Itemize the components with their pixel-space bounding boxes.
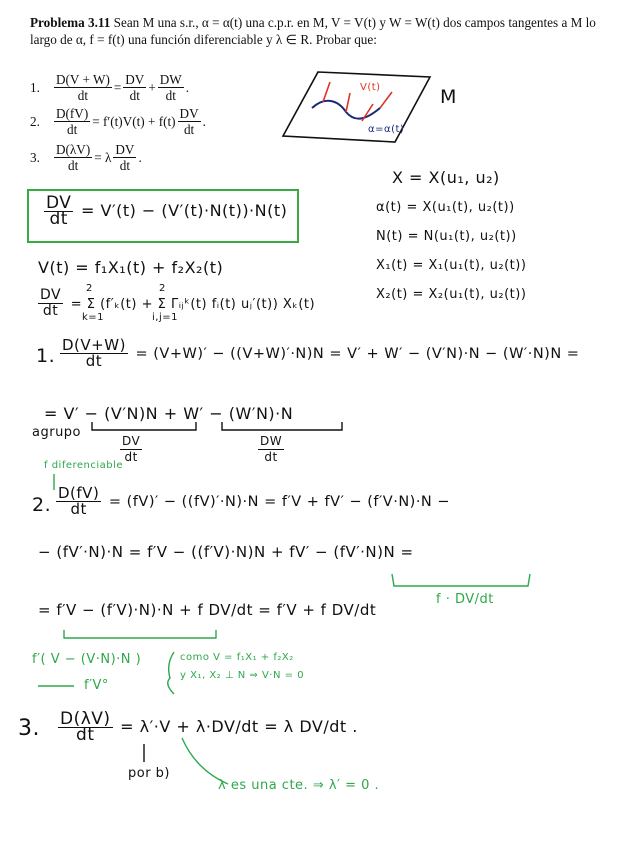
- fraction: $\frac{DV}{dt}$: [115, 142, 135, 173]
- proof-1-line-2: = V′ − (V′N)N + W′ − (W′N)·N: [44, 404, 294, 423]
- problem-text: Sean M una s.r., α = α(t) una c.p.r. en M, V = V(t) y W = W(t) dos campos tangentes a M lo largo de α, f = f(t) una función diferenciable y λ ∈ R. Probar que:: [30, 15, 596, 47]
- boxed-formula: $\frac{DV}{dt}$ = V′(t) − (V′(t)·N(t))·N(t): [46, 193, 288, 229]
- item-number: 2.: [30, 114, 40, 129]
- fraction: $\frac{DV}{dt}$: [125, 72, 145, 103]
- green-note-f-dv-dt: f · DV/dt: [436, 592, 494, 607]
- brace-dv-dt: $\frac{DV}{dt}$: [122, 434, 141, 464]
- proof-3-line: $\frac{D(\lambda V)}{dt}$ = λ′·V + λ·DV/dt = λ DV/dt .: [60, 709, 358, 745]
- green-note-orthogonal: y X₁, X₂ ⊥ N ⇒ V·N = 0: [180, 670, 305, 681]
- sum-limit: 2: [159, 283, 166, 294]
- item-number: 1.: [30, 80, 40, 95]
- field-label: V(t): [360, 82, 381, 93]
- green-note-como: como V = f₁X₁ + f₂X₂: [180, 652, 294, 663]
- fraction: $\frac{D(\lambda V)}{dt}$: [56, 142, 91, 173]
- problem-item-2: 2. $\frac{D(fV)}{dt}$ = f′(t)V(t) + f(t) $\frac{DV}{dt}$ .: [30, 106, 206, 137]
- param-line: X₁(t) = X₁(u₁(t), u₂(t)): [376, 258, 527, 273]
- proof-2-line-3: = f′V − (f′V)·N)·N + f DV/dt = f′V + f DV/dt: [38, 601, 377, 619]
- proof-2-line-1: $\frac{D(fV)}{dt}$ = (fV)′ − ((fV)′·N)·N = f′V + fV′ − (f′V·N)·N −: [58, 484, 451, 518]
- param-line: X₂(t) = X₂(u₁(t), u₂(t)): [376, 287, 527, 302]
- surface-label: M: [440, 86, 457, 108]
- fraction: $\frac{DW}{dt}$: [159, 72, 182, 103]
- green-note-result: f′V°: [84, 678, 109, 693]
- proof-2-line-2: − (fV′·N)·N = f′V − ((f′V)·N)N + fV′ − (fV′·N)N =: [38, 543, 414, 561]
- por-b-note: por b): [128, 766, 171, 781]
- item-number: 3.: [30, 150, 40, 165]
- fraction: $\frac{D(fV)}{dt}$: [56, 106, 89, 137]
- green-note-lambda: λ es una cte. ⇒ λ′ = 0 .: [218, 778, 380, 793]
- problem-item-3: 3. $\frac{D(\lambda V)}{dt}$ = λ $\frac{DV}{dt}$ .: [30, 142, 142, 173]
- param-line: X = X(u₁, u₂): [392, 168, 500, 187]
- param-line: α(t) = X(u₁(t), u₂(t)): [376, 200, 515, 215]
- problem-item-1: 1. $\frac{D(V + W)}{dt}$ = $\frac{DV}{dt}$ + $\frac{DW}{dt}$ .: [30, 72, 190, 103]
- problem-label: Problema 3.11: [30, 15, 111, 30]
- fraction: $\frac{DV}{dt}$: [179, 106, 199, 137]
- agrupo-note: agrupo: [32, 425, 82, 440]
- proof-3-label: 3.: [18, 716, 40, 741]
- param-line: N(t) = N(u₁(t), u₂(t)): [376, 229, 517, 244]
- sum-limit: k=1: [82, 312, 105, 323]
- green-note-f-diferenciable: f diferenciable: [44, 460, 124, 471]
- proof-1-line-1: $\frac{D(V+W)}{dt}$ = (V+W)′ − ((V+W)′·N)N = V′ + W′ − (V′N)·N − (W′·N)N =: [62, 336, 580, 370]
- proof-2-label: 2.: [32, 494, 52, 516]
- boxed-formula-rhs: = V′(t) − (V′(t)·N(t))·N(t): [81, 201, 288, 220]
- proof-1-label: 1.: [36, 345, 56, 367]
- fraction: $\frac{D(V + W)}{dt}$: [56, 72, 110, 103]
- dv-expansion: $\frac{DV}{dt}$ = Σ (f′ₖ(t) + Σ Γᵢⱼᵏ(t) fᵢ(t) uⱼ′(t)) Xₖ(t): [40, 287, 316, 319]
- brace-dw-dt: $\frac{DW}{dt}$: [260, 434, 283, 464]
- curve-label: α=α(t): [368, 124, 405, 135]
- v-expansion: V(t) = f₁X₁(t) + f₂X₂(t): [38, 258, 224, 277]
- green-note-expansion: f′( V − (V·N)·N ): [32, 652, 142, 667]
- sum-limit: 2: [86, 283, 93, 294]
- sum-limit: i,j=1: [152, 312, 178, 323]
